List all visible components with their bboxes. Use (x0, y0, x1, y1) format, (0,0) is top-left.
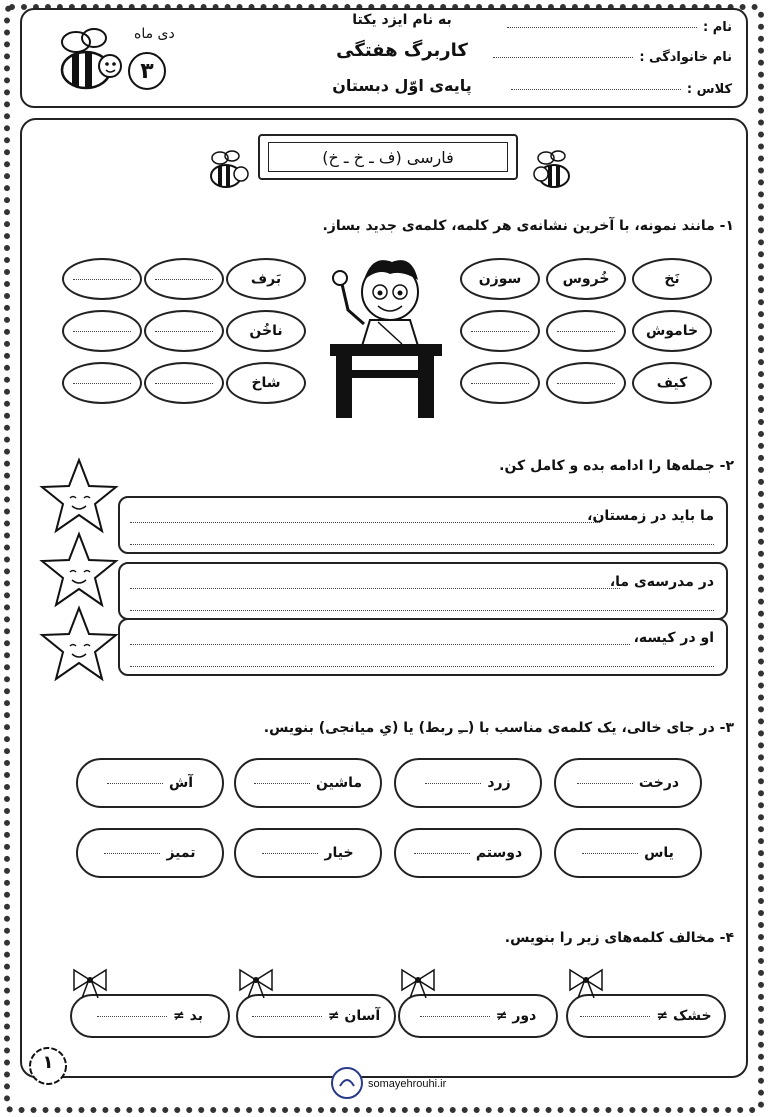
q4-title: ۴- مخالف کلمه‌های زیر را بنویس. (504, 930, 734, 946)
bow-icon (70, 966, 110, 1000)
q1-title: ۱- مانند نمونه، با آخرین نشانه‌ی هر کلمه، کلمه‌ی جدید بساز. (322, 218, 734, 234)
q1-answer-oval[interactable] (460, 310, 540, 352)
month-label: دی ماه (134, 26, 175, 42)
sentence-prompt: او در کیسه، (633, 630, 714, 646)
q1-answer-oval[interactable] (62, 258, 142, 300)
q3-cloud[interactable]: تمیز (76, 828, 224, 878)
page-number: ۱ (42, 1052, 54, 1073)
q1-word-oval: کیف (632, 362, 712, 404)
q2-title: ۲- جمله‌ها را ادامه بده و کامل کن. (499, 458, 734, 474)
worksheet-title: کاربرگ هفتگی (336, 40, 468, 61)
name-field[interactable] (507, 20, 732, 35)
sentence-box[interactable] (118, 496, 728, 554)
site-logo-icon (330, 1066, 364, 1100)
q1-answer-oval[interactable] (144, 362, 224, 404)
bee-icon (206, 148, 252, 192)
q1-answer-oval[interactable] (144, 258, 224, 300)
bismillah: به نام ایزد یکتا (352, 12, 452, 28)
q1-answer-oval[interactable] (546, 310, 626, 352)
q3-cloud[interactable]: یاس (554, 828, 702, 878)
q3-cloud[interactable]: ماشین (234, 758, 382, 808)
q1-answer-oval[interactable] (144, 310, 224, 352)
student-desk-illustration (322, 240, 446, 422)
q4-opposite-box[interactable]: بد ≠ (70, 994, 230, 1038)
star-icon (38, 530, 120, 610)
bee-icon (54, 24, 126, 94)
q3-cloud[interactable]: آش (76, 758, 224, 808)
banner-title: فارسی (ف ـ خ ـ خ) (268, 142, 508, 172)
bee-icon (532, 148, 578, 192)
q3-cloud[interactable]: خیار (234, 828, 382, 878)
family-field[interactable] (493, 50, 732, 65)
star-icon (38, 604, 120, 684)
grade-label: پایه‌ی اوّل دبستان (332, 76, 472, 95)
q1-word-oval: شاخ (226, 362, 306, 404)
class-label: کلاس : (686, 82, 732, 97)
q1-answer-oval[interactable] (62, 362, 142, 404)
star-icon (38, 456, 120, 536)
section-banner (258, 134, 518, 180)
bow-icon (566, 966, 606, 1000)
q1-word-oval: سوزن (460, 258, 540, 300)
q1-word-oval: خاموش (632, 310, 712, 352)
q1-answer-oval[interactable] (460, 362, 540, 404)
sentence-box[interactable] (118, 618, 728, 676)
q1-word-oval: ناخُن (226, 310, 306, 352)
q1-word-oval: نَخ (632, 258, 712, 300)
q4-opposite-box[interactable]: آسان ≠ (236, 994, 396, 1038)
site-url[interactable]: somayehrouhi.ir (368, 1078, 447, 1090)
sentence-prompt: در مدرسه‌ی ما، (609, 574, 714, 590)
q1-answer-oval[interactable] (546, 362, 626, 404)
q3-cloud[interactable]: زرد (394, 758, 542, 808)
q3-title: ۳- در جای خالی، یک کلمه‌ی مناسب با (ــِ ربط) یا (یِ میانجی) بنویس. (263, 720, 734, 736)
q4-opposite-box[interactable]: دور ≠ (398, 994, 558, 1038)
header-box (20, 8, 748, 108)
family-label: نام خانوادگی : (639, 50, 732, 65)
q3-cloud[interactable]: درخت (554, 758, 702, 808)
bow-icon (398, 966, 438, 1000)
q3-cloud[interactable]: دوستم (394, 828, 542, 878)
sentence-box[interactable] (118, 562, 728, 620)
sentence-prompt: ما باید در زمستان، (587, 508, 714, 524)
q4-opposite-box[interactable]: خشک ≠ (566, 994, 726, 1038)
week-number: ۳ (128, 52, 166, 90)
q1-word-oval: خُروس (546, 258, 626, 300)
q1-word-oval: بَرف (226, 258, 306, 300)
bow-icon (236, 966, 276, 1000)
class-field[interactable] (511, 82, 732, 97)
name-label: نام : (702, 20, 732, 35)
q1-answer-oval[interactable] (62, 310, 142, 352)
